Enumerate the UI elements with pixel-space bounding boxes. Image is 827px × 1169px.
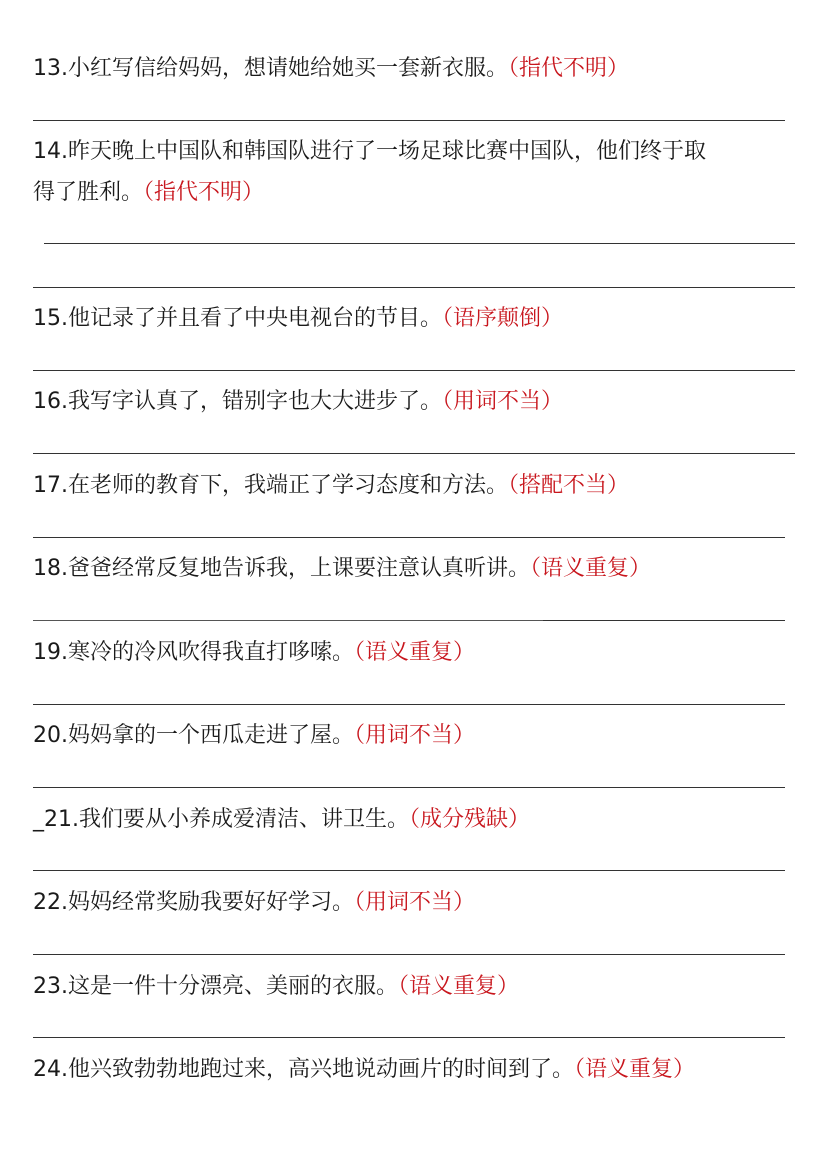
item-20 [33,711,475,760]
answer-line [33,287,795,288]
answer-line [33,620,543,621]
item-number: 19. [33,640,68,665]
error-tag: （成分残缺） [409,807,531,832]
item-number: 13. [33,56,68,81]
item-19 [33,628,475,677]
error-tag: （语义重复） [530,556,652,581]
answer-line [33,120,785,121]
error-tag: （语义重复） [354,640,476,665]
item-number: 15. [33,306,68,331]
item-sentence: 爸爸经常反复地告诉我，上课要注意认真听讲。 [68,556,531,581]
item-13 [33,44,629,93]
answer-line [44,243,795,244]
item-sentence-continued: 得了胜利。 [33,180,144,205]
item-23 [33,962,519,1011]
item-number: 20. [33,723,68,748]
item-sentence: 妈妈拿的一个西瓜走进了屋。 [68,723,355,748]
item-sentence: 我写字认真了，错别字也大大进步了。 [68,389,443,414]
item-number: 24. [33,1057,68,1082]
error-tag: （用词不当） [354,890,476,915]
item-number: 17. [33,473,68,498]
error-tag: （语义重复） [398,974,520,999]
answer-line [33,870,785,871]
item-number: 18. [33,556,68,581]
item-number: 23. [33,974,68,999]
item-sentence: 昨天晚上中国队和韩国队进行了一场足球比赛中国队，他们终于取 [68,139,707,164]
item-16 [33,377,563,426]
answer-line [543,620,785,621]
item-number: _21. [33,807,79,832]
item-14-continued [33,168,264,217]
item-sentence: 小红写信给妈妈，想请她给她买一套新衣服。 [68,56,509,81]
error-tag: （用词不当） [354,723,476,748]
item-sentence: 他记录了并且看了中央电视台的节目。 [68,306,443,331]
answer-line [33,453,795,454]
error-tag: （指代不明） [508,56,630,81]
item-sentence: 在老师的教育下，我端正了学习态度和方法。 [68,473,509,498]
error-tag: （搭配不当） [508,473,630,498]
answer-line [33,954,785,955]
item-15 [33,294,563,343]
item-22 [33,878,475,927]
item-sentence: 我们要从小养成爱清洁、讲卫生。 [79,807,410,832]
answer-line [33,1037,785,1038]
item-number: 14. [33,139,68,164]
item-24 [33,1045,695,1094]
item-18 [33,544,651,593]
answer-line [33,704,785,705]
item-sentence: 这是一件十分漂亮、美丽的衣服。 [68,974,399,999]
item-sentence: 妈妈经常奖励我要好好学习。 [68,890,355,915]
item-number: 22. [33,890,68,915]
item-17 [33,461,629,510]
error-tag: （指代不明） [143,180,265,205]
error-tag: （语序颠倒） [442,306,564,331]
answer-line [33,370,795,371]
answer-line [33,537,785,538]
item-sentence: 寒冷的冷风吹得我直打哆嗦。 [68,640,355,665]
item-21 [33,795,530,844]
item-number: 16. [33,389,68,414]
error-tag: （语义重复） [574,1057,696,1082]
answer-line [33,787,785,788]
error-tag: （用词不当） [442,389,564,414]
item-sentence: 他兴致勃勃地跑过来，高兴地说动画片的时间到了。 [68,1057,575,1082]
